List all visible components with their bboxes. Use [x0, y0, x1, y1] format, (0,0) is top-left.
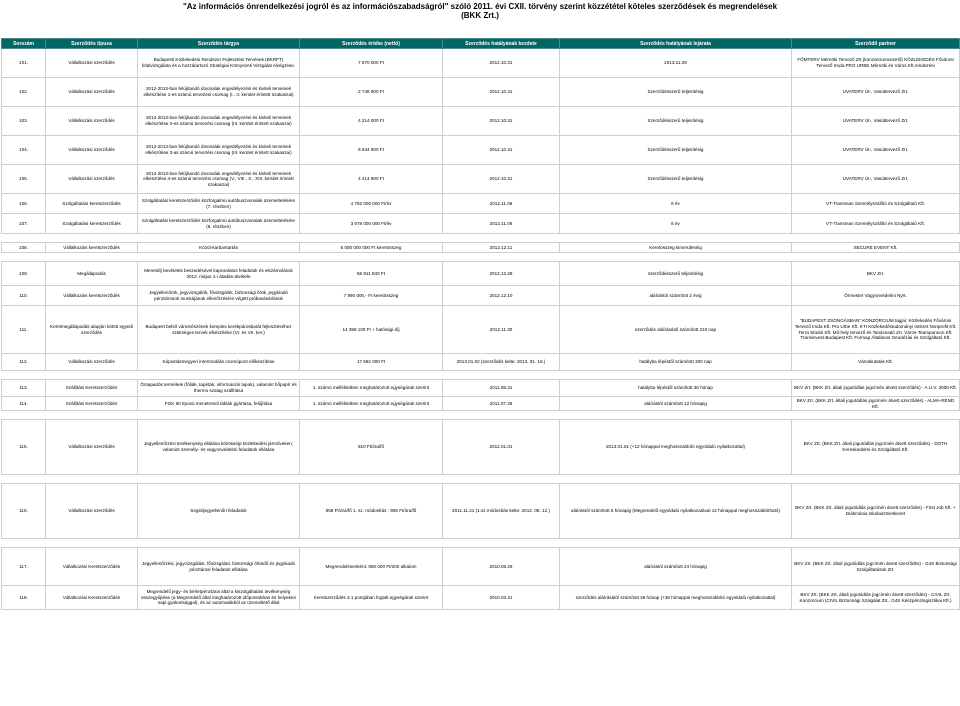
cell-lejarata: Szerződésszerű teljesítésig: [560, 78, 792, 107]
separator-cell: [2, 539, 960, 548]
cell-lejarata: 2013.11.29: [560, 49, 792, 78]
cell-lejarata: 2013.01.01 (+12 hónappal meghosszabbító egyoldalú nyilatkozattal): [560, 420, 792, 475]
cell-lejarata: hatályba lépéstől számított 300 nap: [560, 354, 792, 371]
cell-kezdete: 2012.12.10: [443, 286, 560, 306]
cell-targy: Öntapadós termékek (fóliák, tapéták, információs lapok), valamint hőpapír és thermo szalag szállítása: [138, 380, 300, 397]
cell-ertek: Keretszerződés 3.1 pontjában foglalt egységárak szerint: [300, 586, 443, 610]
cell-sorszam: 117.: [2, 548, 46, 586]
table-row: [2, 306, 960, 354]
cell-tipus: Vállalkozási szerződés: [46, 136, 138, 165]
column-header-tipus: Szerződés típusa: [46, 39, 138, 49]
cell-kezdete: 2010.06.29: [443, 548, 560, 586]
separator-cell: [2, 475, 960, 484]
cell-targy: FGK 80 típusú menetrendi táblák gyártása, felújítása: [138, 397, 300, 411]
cell-sorszam: 108.: [2, 243, 46, 253]
cell-targy: Megrendelő jegy- és bérletpénztárai által a kiszolgáltatási tevékenység összegyűjtése (a Megrendelő által meghatározott időpontokban és helyeken napi gyakorisággal), és az automatákból az üzemeltető által: [138, 586, 300, 610]
cell-kezdete: 2011.11.21 (1.sz.módosítás kelte: 2012. 08. 12.): [443, 484, 560, 539]
table-header-row: [2, 39, 960, 49]
cell-tipus: Szállítási Keretszerződés: [46, 397, 138, 411]
cell-partner: BKV Zrt. (BKK Zrt. általi jogutódlás jogcímén átvett szerződés) - G4S Biztonsági Szolgáltatások Zrt.: [792, 548, 960, 586]
cell-kezdete: 2013.01.02 (szerződés kelte: 2013. 01. 16.): [443, 354, 560, 371]
table-row: [2, 262, 960, 286]
cell-tipus: Szolgáltatási keretszerződés: [46, 214, 138, 234]
cell-ertek: 17 662 000 Ft: [300, 354, 443, 371]
table-row: [2, 286, 960, 306]
cell-kezdete: 2012.10.31: [443, 107, 560, 136]
cell-tipus: Vállalkozási szerződés: [46, 354, 138, 371]
cell-kezdete: 2010.03.31: [443, 586, 560, 610]
cell-targy: Szolgáltatási keretszerződés közforgalmú autóbuszvonalak üzemeltetésére (7. részben): [138, 194, 300, 214]
cell-targy: Jegyellenőrök, jegyvizsgálók, fővizsgálók, biztonsági őrök, jegykiadó pénztárosok munkájának ellenőrzésére végett próbavásárlások: [138, 286, 300, 306]
cell-lejarata: Keretösszeg kimerüléséig: [560, 243, 792, 253]
separator-row: [2, 234, 960, 243]
cell-lejarata: szerződésszerű teljesítésig: [560, 262, 792, 286]
cell-lejarata: Szerződésszerű teljesítésig: [560, 107, 792, 136]
cell-lejarata: aláírástól számított 5 hónapig (Megrendelő egyoldalú nyilatkozatával 12 hónappal meghosszabbítható): [560, 484, 792, 539]
cell-targy: 2012-2013-ban felújítandó útvonalak engedélyezési és kiviteli terveinek elkészítése 4-es számú tervezési csomag (V., VIII., X., XIII. kerület érintett szakaszai): [138, 165, 300, 194]
cell-ertek: 3 978 000 000 Ft/év: [300, 214, 443, 234]
cell-lejarata: 8 év: [560, 214, 792, 234]
cell-kezdete: 2011.08.31: [443, 380, 560, 397]
column-header-targy: Szerződés tárgya: [138, 39, 300, 49]
cell-ertek: 1. számú mellékletben meghatározott egységárak szerint: [300, 397, 443, 411]
cell-targy: Budapest belső városrészének komplex kerékpárosbarát fejlesztéséhez szükséges tervek elkészítése (VI. és VII. ker.): [138, 306, 300, 354]
cell-kezdete: 2012.10.31: [443, 78, 560, 107]
cell-partner: UVATERV Út-, Vasúttervező Zrt.: [792, 165, 960, 194]
cell-sorszam: 109.: [2, 262, 46, 286]
cell-ertek: 910 Ft/óra/fő: [300, 420, 443, 475]
contracts-table: [1, 38, 960, 610]
cell-ertek: 5 000 000 000 Ft keretösszeg: [300, 243, 443, 253]
cell-targy: 2012-2013-ban felújítandó útvonalak engedélyezési és kiviteli terveinek elkészítése 3-as számú tervezési csomag (III. kerület érintett szakaszai): [138, 136, 300, 165]
cell-ertek: 58 911 840 Ft: [300, 262, 443, 286]
cell-targy: Menetdíj bevételek beszedésével kapcsolatos feladatok és elszámolások 2012. május 1-i átadás-átvétele: [138, 262, 300, 286]
cell-tipus: Megállapodás: [46, 262, 138, 286]
cell-targy: Budapesti Közlekedési Rendszer Fejlesztési Tervének (BKRFT) felülvizsgálata és a hozzátartozó Stratégiai Környezeti Vizsgálat elvégzése.: [138, 49, 300, 78]
table-row: [2, 354, 960, 371]
cell-kezdete: 2012.10.31: [443, 49, 560, 78]
separator-cell: [2, 234, 960, 243]
cell-ertek: 2 748 900 Ft: [300, 78, 443, 107]
cell-ertek: 4 414 900 Ft: [300, 165, 443, 194]
cell-tipus: Vállalkozási szerződés: [46, 484, 138, 539]
cell-ertek: 7 990 000,- Ft keretösszeg: [300, 286, 443, 306]
table-row: [2, 165, 960, 194]
cell-lejarata: szerződés aláírásától számított 210 nap: [560, 306, 792, 354]
page-title: [0, 0, 960, 24]
cell-targy: 2012-2013-ban felújítandó útvonalak engedélyezési és kiviteli terveinek elkészítése 2-es számú tervezési csomag (III. kerület érintett szakaszai): [138, 107, 300, 136]
cell-tipus: Szolgáltatási keretszerződés: [46, 194, 138, 214]
cell-ertek: Megrendelésenként: 960 000 Ft/200 alkalom: [300, 548, 443, 586]
cell-partner: UVATERV Út-, Vasúttervező Zrt.: [792, 78, 960, 107]
cell-partner: VT-Transman Személyszállító és Szolgáltató Kft.: [792, 214, 960, 234]
separator-row: [2, 475, 960, 484]
cell-kezdete: 2012.11.06: [443, 194, 560, 214]
column-header-kezdete: Szerződés hatályának kezdete: [443, 39, 560, 49]
separator-cell: [2, 253, 960, 262]
cell-partner: BKV Zrt. (BKK Zrt. általi jogutódlás jogcímén átvett szerződés) - A.U.V. 2000 Kft.: [792, 380, 960, 397]
table-row: [2, 243, 960, 253]
column-header-lejarata: Szerződés hatályának lejárata: [560, 39, 792, 49]
cell-lejarata: aláírástól számított 12 hónapig: [560, 397, 792, 411]
cell-sorszam: 103.: [2, 107, 46, 136]
cell-targy: 2012-2013-ban felújítandó útvonalak engedélyezési és kiviteli terveinek elkészítése 1-es számú tervezési csomag (I., II. kerület érintett szakaszai): [138, 78, 300, 107]
cell-kezdete: 2012.01.01: [443, 420, 560, 475]
cell-sorszam: 113.: [2, 380, 46, 397]
cell-tipus: Vállalkozási szerződés: [46, 49, 138, 78]
cell-kezdete: 2011.07.26: [443, 397, 560, 411]
cell-ertek: 4 214 000 Ft: [300, 107, 443, 136]
table-row: [2, 420, 960, 475]
page-title-line1: "Az információs önrendelkezési jogról és az információszabadságról" szóló 2011. évi CXII. törvény szerint közzététel köteles szerződések és megrendelések: [182, 2, 778, 11]
cell-sorszam: 104.: [2, 136, 46, 165]
cell-tipus: Vállalkozási keretszerződés: [46, 286, 138, 306]
table-row: [2, 548, 960, 586]
cell-partner: Őrmester Vagyonvédelmi Nyrt.: [792, 286, 960, 306]
cell-targy: Közút-karbantartás: [138, 243, 300, 253]
cell-ertek: 7 670 000 Ft: [300, 49, 443, 78]
cell-ertek: 4 782 000 000 Ft/év: [300, 194, 443, 214]
cell-targy: Segédjegyellenőri feladatok: [138, 484, 300, 539]
separator-row: [2, 411, 960, 420]
cell-tipus: Vállalkozási keretszerződés: [46, 243, 138, 253]
cell-lejarata: aláírástól számított 24 hónapig: [560, 548, 792, 586]
table-row: [2, 380, 960, 397]
cell-lejarata: szerződés aláírásától számított 36 hónap (+36 hónappal meghosszabbító egyoldalú nyilatkozattal): [560, 586, 792, 610]
column-header-ertek: Szerződés értéke (nettó): [300, 39, 443, 49]
cell-sorszam: 101.: [2, 49, 46, 78]
cell-partner: BKV Zrt.: [792, 262, 960, 286]
cell-tipus: Vállalkozási szerződés: [46, 165, 138, 194]
table-row: [2, 484, 960, 539]
cell-partner: UVATERV Út-, Vasúttervező Zrt.: [792, 136, 960, 165]
cell-partner: UVATERV Út-, Vasúttervező Zrt.: [792, 107, 960, 136]
cell-tipus: Vállalkozási szerződés: [46, 107, 138, 136]
cell-kezdete: 2012.11.06: [443, 214, 560, 234]
cell-lejarata: hatályba lépéstől számított 36 hónap: [560, 380, 792, 397]
table-row: [2, 107, 960, 136]
cell-partner: "BUDAPEST ZSONGÁSBAN" KONZORCIUM tagjai: Közlekedés Fővárosi Tervező Iroda Kft. Pro Urbe Kft. KTI Közlekedéstudományi Intézet Nonprofit Kft. Terra Stúdió Kft. Mű-hely tervező és Tanácsadó Zrt. Város-Teampannon Kft. Transinvest-Budapest Kft. Formap Általános Geodéziai és Szolgáltató Kft.: [792, 306, 960, 354]
cell-ertek: 858 Ft/óra/fő 1. sz. módosítás : 965 Ft/óra/fő: [300, 484, 443, 539]
cell-tipus: Keretmegállapodás alapján kötött egyedi szerződés: [46, 306, 138, 354]
cell-partner: Városkutatás Kft.: [792, 354, 960, 371]
table-row: [2, 194, 960, 214]
cell-partner: BKV Zrt. (BKK Zrt. általi jogutódlás jogcímén átvett szerződés) - First Job Kft. + Diákmánia Iskolaszövetkezet: [792, 484, 960, 539]
cell-partner: BKV Zrt. (BKK Zrt. általi jogutódlás jogcímén átvett szerződés) - DOTH Kereskedelmi és Szolgáltató Kft.: [792, 420, 960, 475]
cell-ertek: 1. számú mellékletben meghatározott egységárak szerint: [300, 380, 443, 397]
cell-ertek: 6 634 600 Ft: [300, 136, 443, 165]
table-row: [2, 586, 960, 610]
cell-sorszam: 102.: [2, 78, 46, 107]
cell-partner: BKV Zrt. (BKK Zrt. általi jogutódlás jogcímén átvett szerződés) - CIVIL Zrt. Konzorcium (CIVIL Biztonsági Szolgálat Zrt., G4S Készpénzlogisztikai Kft.): [792, 586, 960, 610]
cell-sorszam: 114.: [2, 397, 46, 411]
cell-lejarata: 8 év: [560, 194, 792, 214]
table-row: [2, 136, 960, 165]
separator-row: [2, 253, 960, 262]
cell-sorszam: 111.: [2, 306, 46, 354]
table-row: [2, 49, 960, 78]
cell-kezdete: 2012.11.30: [443, 306, 560, 354]
cell-tipus: Vállalkozási Keretszerződés: [46, 548, 138, 586]
cell-lejarata: aláírástól számított 2 évig: [560, 286, 792, 306]
cell-ertek: 14 398 100 Ft + hatósági díj: [300, 306, 443, 354]
cell-partner: BKV Zrt. (BKK Zrt. általi jogutódlás jogcímén átvett szerződés) - ALMA-REND Kft.: [792, 397, 960, 411]
cell-sorszam: 106.: [2, 194, 46, 214]
cell-sorszam: 107.: [2, 214, 46, 234]
cell-targy: Jegyellenőrzési, jegyvizsgálási, fővizsgálati, biztonsági őrködő és jegykiadó pénztárosi feladatok ellátása: [138, 548, 300, 586]
cell-sorszam: 105.: [2, 165, 46, 194]
cell-sorszam: 112.: [2, 354, 46, 371]
separator-row: [2, 371, 960, 380]
cell-partner: FŐMTERV Mérnöki Tervező Zrt.(konzorciumvezető) KÖZLEKEDÉS Fővárosi Tervező Iroda PRO URBE Mérnöki és Város Kft.rendezési: [792, 49, 960, 78]
cell-sorszam: 118.: [2, 586, 46, 610]
cell-tipus: Vállalkozási szerződés: [46, 420, 138, 475]
cell-tipus: Vállalkozási szerződés: [46, 78, 138, 107]
cell-kezdete: 2012.12.11: [443, 243, 560, 253]
cell-kezdete: 2012.10.31: [443, 165, 560, 194]
cell-tipus: Szállítási Keretszerződés: [46, 380, 138, 397]
separator-cell: [2, 411, 960, 420]
cell-partner: VT-Transman Személyszállító és Szolgáltató Kft.: [792, 194, 960, 214]
cell-lejarata: Szerződésszerű teljesítésig: [560, 136, 792, 165]
table-row: [2, 214, 960, 234]
separator-row: [2, 539, 960, 548]
cell-tipus: Vállalkozási Keretszerződés: [46, 586, 138, 610]
separator-cell: [2, 371, 960, 380]
cell-lejarata: Szerződésszerű teljesítésig: [560, 165, 792, 194]
page-title-line2: (BKK Zrt.): [461, 11, 499, 20]
cell-sorszam: 116.: [2, 484, 46, 539]
column-header-sorszam: Sorszám: [2, 39, 46, 49]
cell-partner: SECURE EVENT Kft.: [792, 243, 960, 253]
cell-sorszam: 115.: [2, 420, 46, 475]
cell-targy: Szolgáltatási keretszerződés közforgalmú autóbuszvonalak üzemeltetésére (8. részben): [138, 214, 300, 234]
cell-kezdete: 2012.10.31: [443, 136, 560, 165]
table-row: [2, 78, 960, 107]
table-row: [2, 397, 960, 411]
cell-targy: Jegyellenőrzési tevékenység ellátása közösségi közlekedési járműveken, valamint személy- és vagyonvédelmi feladatok ellátása: [138, 420, 300, 475]
cell-targy: Kápostásmegyeri intermodális csomópont előkészítése: [138, 354, 300, 371]
cell-sorszam: 110.: [2, 286, 46, 306]
cell-kezdete: 2012.12.28: [443, 262, 560, 286]
column-header-partner: Szerződő partner: [792, 39, 960, 49]
